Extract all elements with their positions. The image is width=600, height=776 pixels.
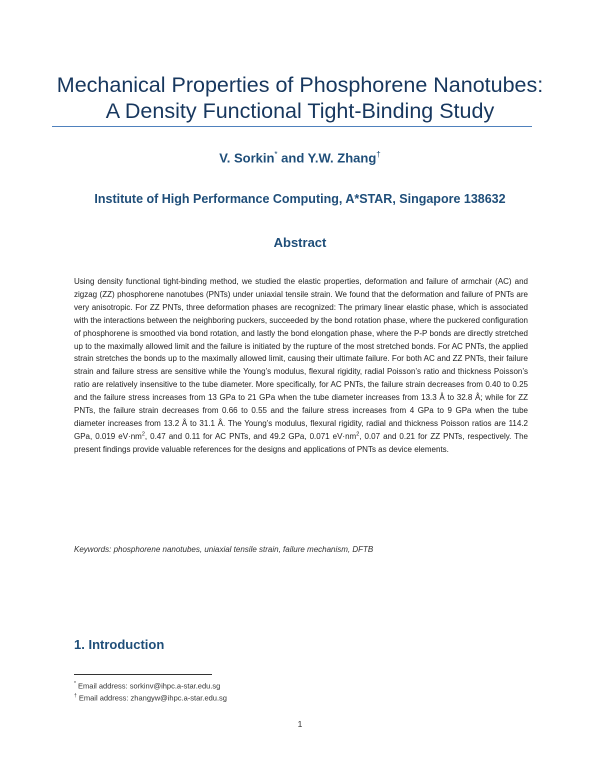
title-line-2: A Density Functional Tight-Binding Study [105, 99, 495, 123]
footnote-2-text: Email address: zhangyw@ihpc.a-star.edu.sg [76, 693, 227, 703]
author-list [0, 150, 600, 165]
footnote-1-text: Email address: sorkinv@ihpc.a-star.edu.sg [75, 681, 221, 691]
title-divider [52, 126, 532, 127]
section-heading-introduction: 1. Introduction [74, 637, 165, 652]
keywords: Keywords: phosphorene nanotubes, uniaxial tensile strain, failure mechanism, DFTB [74, 545, 374, 554]
abstract-text-part-3: , 0.07 and 0.21 for ZZ PNTs, respectively. The present findings provide valuable references for the designs and applications of PNTs as device elements. [74, 431, 529, 454]
author-sorkin: V. Sorkin [219, 150, 275, 166]
abstract-superscript-2: 2 [356, 431, 360, 438]
abstract-text [74, 276, 528, 457]
title-line-1: Mechanical Properties of Phosphorene Nanotubes: [56, 73, 544, 97]
abstract-text-part-1: Using density functional tight-binding method, we studied the elastic properties, deformation and failure of armchair (AC) and zigzag (ZZ) phosphorene nanotubes (PNTs) under uniaxial tensile strain. We found that the deformation and failure of PNTs are very anisotropic. For ZZ PNTs, three deformation phases are recognized: The primary linear elastic phase, which is associated with the interactions between the neighboring puckers, succeeded by the bond rotation phase, where the puckered configuration of phosphorene is smoothed via bond rotation, and lastly the bond elongation phase, where the P-P bonds are directly stretched up to the maximally allowed limit and the failure is initiated by the rupture of the most stretched bonds. For AC PNTs, the applied strain stretches the bonds up to the maximally allowed limit, causing their ultimate failure. For both AC and ZZ PNTs, their failure strain and failure stress are sensitive while the Young’s modulus, flexural rigidity, radial Poisson’s ratio and thickness Poisson’s ratio are relatively insensitive to the tube diameter. More specifically, for AC PNTs, the failure strain decreases from 0.40 to 0.25 and the failure stress increases from 13 GPa to 21 GPa when the tube diameter increases from 13.3 Å to 32.8 Å; while for ZZ PNTs, the failure strain decreases from 0.66 to 0.55 and the failure stress increases from 4 GPa to 9 GPa when the tube diameter increases from 13.2 Å to 31.1 Å. The Young’s modulus, flexural rigidity, radial and thickness Poisson ratios are 114.2 GPa, 0.019 eV·nm [74, 277, 528, 441]
footnote-divider [74, 674, 212, 675]
footnote-2 [74, 693, 227, 703]
abstract-text-part-2: , 0.47 and 0.11 for AC PNTs, and 49.2 GPa, 0.071 eV·nm [144, 431, 357, 441]
abstract-superscript-1: 2 [141, 431, 145, 438]
author-sorkin-mark: * [274, 150, 278, 159]
author-zhang-mark: † [376, 150, 381, 159]
author-zhang: Y.W. Zhang [307, 150, 377, 166]
page-number: 1 [297, 719, 303, 729]
paper-title [30, 72, 570, 124]
footnote-1-mark: * [74, 681, 76, 687]
footnote-1 [74, 681, 220, 691]
author-conjunction: and [277, 150, 308, 166]
abstract-heading: Abstract [273, 235, 327, 250]
footnote-2-mark: † [74, 693, 77, 699]
affiliation: Institute of High Performance Computing, A*STAR, Singapore 138632 [94, 192, 506, 206]
